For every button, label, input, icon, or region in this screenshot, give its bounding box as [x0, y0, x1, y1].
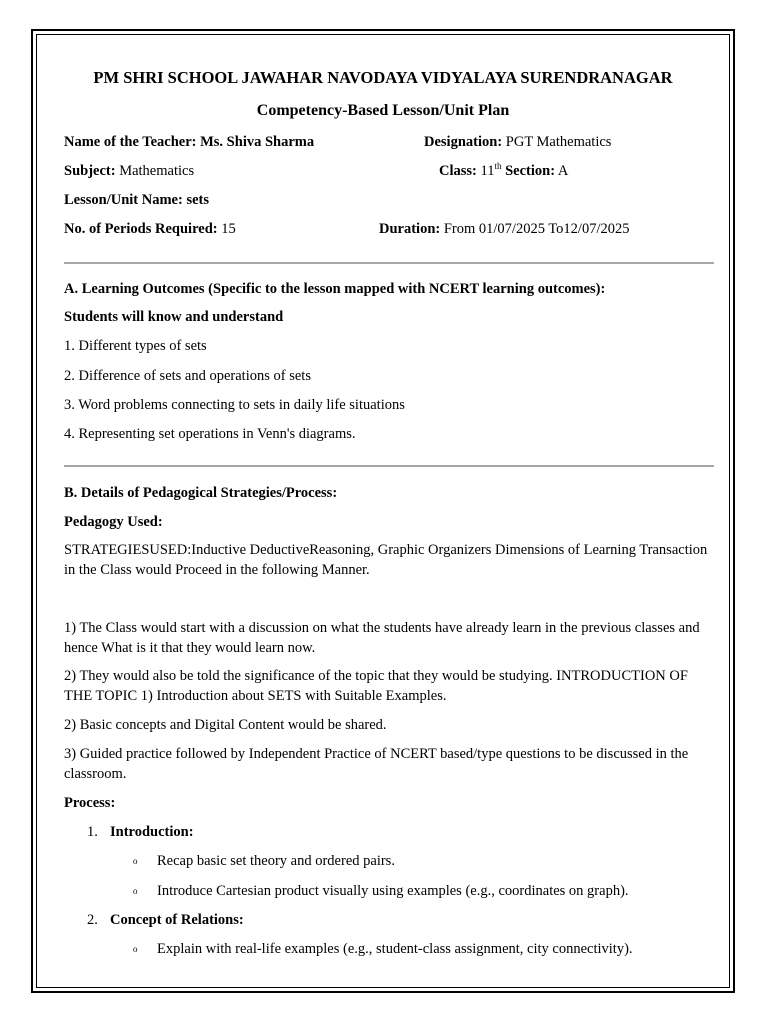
step-paragraph: 2) They would also be told the significance of the topic that they would be studying. INTRODUCTION OF THE TOPIC 1) Introduction about SETS with Suitable Examples.: [64, 668, 688, 704]
teacher-name: Name of the Teacher: Ms. Shiva Sharma: [64, 134, 315, 150]
periods: [64, 219, 236, 239]
bullet-icon: o: [133, 944, 138, 954]
process-number: 1.: [87, 824, 98, 840]
process-title: Concept of Relations:: [110, 912, 244, 928]
section-b-heading: B. Details of Pedagogical Strategies/Process:: [64, 485, 338, 501]
class-label: Class:: [439, 163, 477, 179]
section-value: A: [555, 163, 569, 179]
section-a-heading: A. Learning Outcomes (Specific to the lesson mapped with NCERT learning outcomes):: [64, 281, 606, 297]
section-a-subheading: Students will know and understand: [64, 309, 284, 325]
duration: [379, 219, 629, 239]
outcome-item: 1. Different types of sets: [64, 338, 207, 354]
class-section: [439, 161, 568, 181]
outcome-item: 3. Word problems connecting to sets in daily life situations: [64, 397, 405, 413]
periods-value: 15: [217, 221, 236, 237]
subject: [64, 161, 194, 181]
step-paragraph: 3) Guided practice followed by Independent Practice of NCERT based/type questions to be discussed in the classroom.: [64, 746, 689, 782]
process-title: Introduction:: [110, 824, 194, 840]
class-value: 11: [476, 163, 495, 179]
outcome-item: 4. Representing set operations in Venn's diagrams.: [64, 426, 356, 442]
process-bullet: Introduce Cartesian product visually using examples (e.g., coordinates on graph).: [157, 883, 629, 899]
plan-title: Competency-Based Lesson/Unit Plan: [256, 102, 510, 119]
bullet-icon: o: [133, 886, 138, 896]
duration-value: From 01/07/2025 To12/07/2025: [440, 221, 630, 237]
divider-2: [64, 465, 714, 467]
outcome-item: 2. Difference of sets and operations of sets: [64, 368, 311, 384]
process-bullet: Explain with real-life examples (e.g., student-class assignment, city connectivity).: [157, 941, 633, 957]
strategies-paragraph: STRATEGIESUSED:Inductive DeductiveReasoning, Graphic Organizers Dimensions of Learning Transaction in the Class would Proceed in the following Manner.: [64, 542, 708, 578]
step-paragraph: 1) The Class would start with a discussion on what the students have already learn in the previous classes and hence What is it that they would learn now.: [64, 620, 700, 656]
section-label: Section:: [501, 163, 556, 179]
school-name: PM SHRI SCHOOL JAWAHAR NAVODAYA VIDYALAYA SURENDRANAGAR: [93, 68, 673, 87]
subject-value: Mathematics: [115, 163, 195, 179]
periods-label: No. of Periods Required:: [64, 221, 218, 237]
step-paragraph: 2) Basic concepts and Digital Content would be shared.: [64, 717, 387, 733]
designation-label: Designation:: [424, 134, 503, 150]
divider-1: [64, 262, 714, 264]
process-label: Process:: [64, 795, 116, 811]
pedagogy-label: Pedagogy Used:: [64, 514, 163, 530]
lesson-name: Lesson/Unit Name: sets: [64, 192, 209, 208]
bullet-icon: o: [133, 856, 138, 866]
subject-label: Subject:: [64, 163, 116, 179]
class-superscript: th: [494, 161, 502, 172]
designation-value: PGT Mathematics: [502, 134, 612, 150]
duration-label: Duration:: [379, 221, 441, 237]
designation: [424, 132, 611, 152]
process-number: 2.: [87, 912, 98, 928]
process-bullet: Recap basic set theory and ordered pairs.: [157, 853, 395, 869]
